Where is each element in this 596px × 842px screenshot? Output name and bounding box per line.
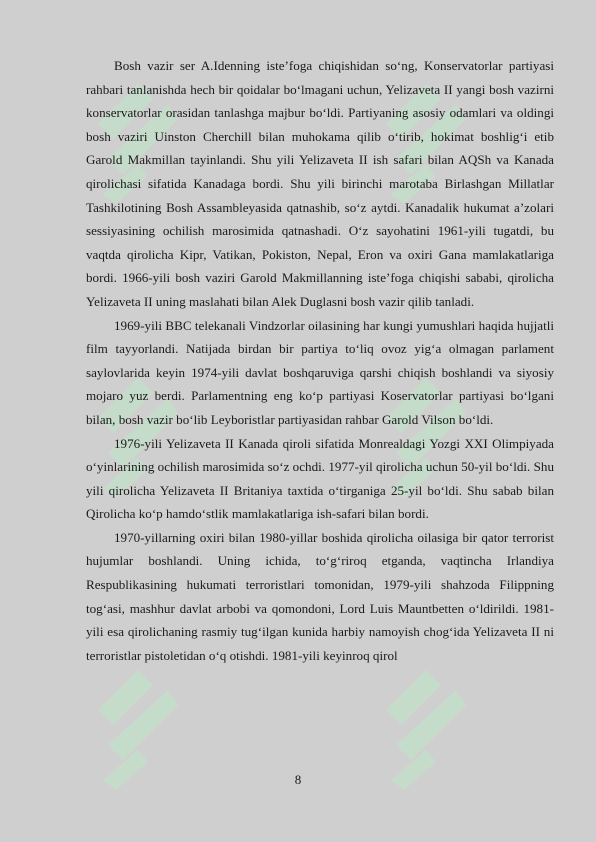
paragraph: Bosh vazir ser A.Idenning iste’foga chiqishidan so‘ng, Konservatorlar partiyasi rahbari tanlanishda hech bir qoidalar bo‘lmagani uchun, Yelizaveta II yangi bosh vazirni konservatorlar orasidan tanlashga majbur bo‘ldi. Partiyaning asosiy odamlari va oldingi bosh vaziri Uinston Cherchill bilan muhokama qilib o‘tirib, hokimat boshlig‘i etib Garold Makmillan tayinlandi. Shu yili Yelizaveta II ish safari bilan AQSh va Kanada qirolichasi sifatida Kanadaga bordi. Shu yili birinchi marotaba Birlashgan Millatlar Tashkilotining Bosh Assambleyasida qatnashib, so‘z aytdi. Kanadalik hukumat a’zolari sessiyasining ochilish marosimida qatnashadi. O‘z sayohatini 1961-yili tugatdi, bu vaqtda qirolicha Kipr, Vatikan, Pokiston, Nepal, Eron va oxiri Gana mamlakatlariga bordi. 1966-yili bosh vaziri Garold Makmillanning iste’foga chiqishi sababi, qirolicha Yelizaveta II uning maslahati bilan Alek Duglasni bosh vazir qilib tanladi. bbox=[86, 58, 554, 309]
page-number: 8 bbox=[294, 772, 302, 787]
paragraph: 1970-yillarning oxiri bilan 1980-yillar boshida qirolicha oilasiga bir qator terrorist hujumlar boshlandi. Uning ichida, to‘g‘riroq etganda, vaqtincha Irlandiya Respublikasining hukumati terroristlari tomonidan, 1979-yili shahzoda Filippning tog‘asi, mashhur davlat arbobi va qomondoni, Lord Luis Mauntbetten o‘ldirildi. 1981-yili esa qirolichaning rasmiy tug‘ilgan kunida harbiy namoyish chog‘ida Yelizaveta II ni terroristlar pistoletidan o‘q otishdi. 1981-yili keyinroq qirol bbox=[86, 529, 554, 663]
body-text bbox=[86, 54, 554, 667]
paragraph: 1976-yili Yelizaveta II Kanada qiroli sifatida Monrealdagi Yozgi XXI Olimpiyada o‘yinlarining ochilish marosimida so‘z ochdi. 1977-yil qirolicha uchun 50-yil bo‘ldi. Shu yili qirolicha Yelizaveta II Britaniya taxtida o‘tirganiga 25-yil bo‘ldi. Shu sabab bilan Qirolicha ko‘p hamdo‘stlik mamlakatlariga ish-safari bilan bordi. bbox=[86, 435, 554, 522]
paragraph: 1969-yili BBC telekanali Vindzorlar oilasining har kungi yumushlari haqida hujjatli film tayyorlandi. Natijada birdan bir partiya to‘liq ovoz yig‘a olmagan parlament saylovlarida keyin 1974-yili davlat boshqaruviga qarshi chiqish boshlandi va siyosiy mojaro yuz berdi. Parlamentning eng ko‘p partiyasi Koservatorlar partiyasi bo‘lgani bilan, bosh vazir bo‘lib Leyboristlar partiyasidan rahbar Garold Vilson bo‘ldi. bbox=[86, 317, 554, 427]
